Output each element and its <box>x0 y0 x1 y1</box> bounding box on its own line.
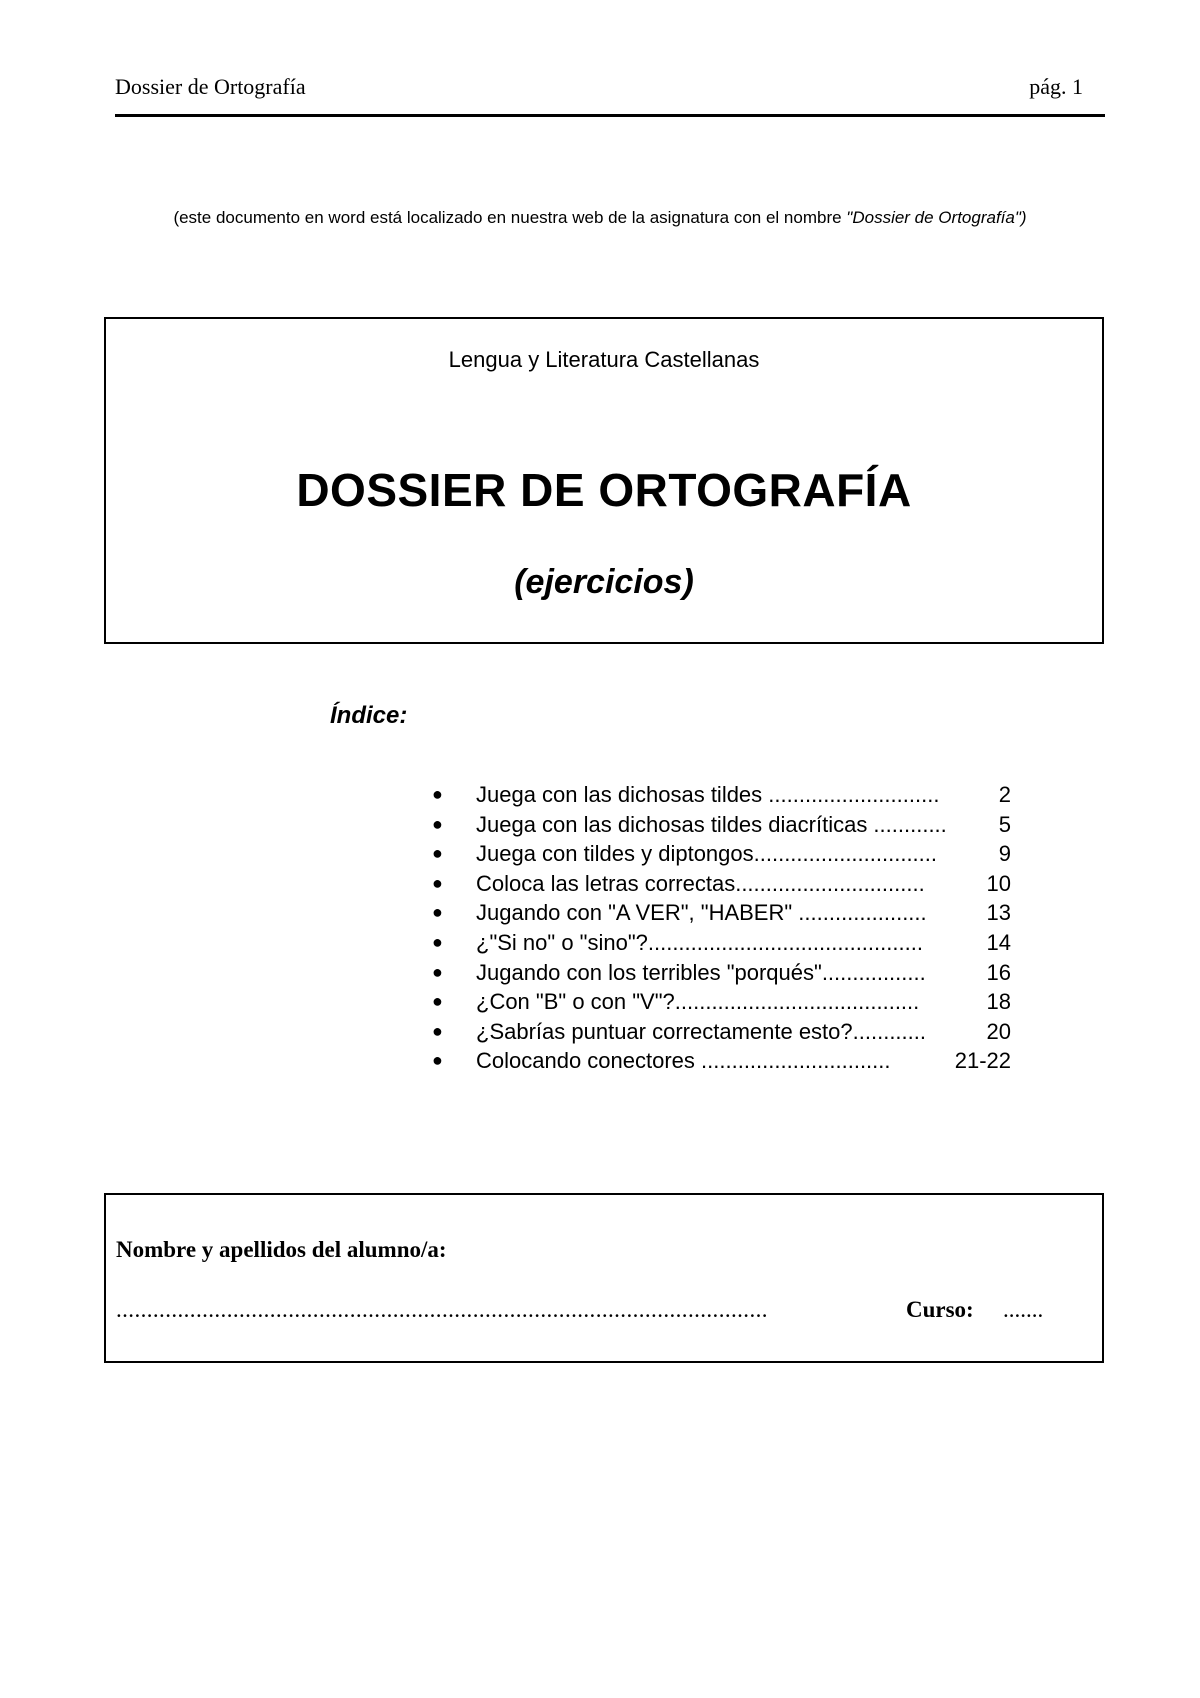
bullet-icon: ● <box>432 991 443 1012</box>
toc-page: 10 <box>986 870 1011 896</box>
page-number: pág. 1 <box>1029 74 1083 99</box>
toc-page: 9 <box>998 841 1011 867</box>
bullet-icon: ● <box>432 902 443 923</box>
toc-page: 18 <box>986 989 1011 1015</box>
toc-label: Colocando conectores ............................... <box>476 1048 891 1074</box>
header-title: Dossier de Ortografía <box>115 74 306 99</box>
toc-label: Jugando con "A VER", "HABER" ..................... <box>476 900 927 926</box>
toc-label: ¿Con "B" o con "V"?........................................ <box>476 989 920 1015</box>
toc-label: Jugando con los terribles "porqués"................. <box>476 959 926 985</box>
bullet-icon: ● <box>432 813 443 834</box>
toc-item <box>432 958 1011 988</box>
toc-label: Juega con tildes y diptongos.............................. <box>476 841 938 867</box>
page-header <box>115 70 1105 117</box>
cover-box <box>104 317 1104 644</box>
student-box <box>104 1193 1104 1363</box>
toc-item <box>432 839 1011 869</box>
toc-page: 14 <box>986 929 1011 955</box>
toc-page: 5 <box>998 811 1011 837</box>
toc-item <box>432 869 1011 899</box>
toc-label: ¿"Si no" o "sino"?............................................. <box>476 929 923 955</box>
main-title: DOSSIER DE ORTOGRAFÍA <box>296 464 912 516</box>
document-note <box>0 208 1200 228</box>
toc-label: Juega con las dichosas tildes ............................ <box>476 782 940 807</box>
bullet-icon: ● <box>432 961 443 982</box>
toc-item <box>432 898 1011 928</box>
note-text: (este documento en word está localizado en nuestra web de la asignatura con el nombre <box>173 208 847 227</box>
toc-label: ¿Sabrías puntuar correctamente esto?............ <box>476 1018 926 1044</box>
toc-item <box>432 928 1011 958</box>
toc-item <box>432 1046 1011 1076</box>
index-heading: Índice: <box>330 702 408 729</box>
toc-page: 20 <box>986 1018 1011 1044</box>
subject-title: Lengua y Literatura Castellanas <box>448 347 760 372</box>
table-of-contents <box>432 780 1011 1076</box>
toc-item <box>432 780 1011 810</box>
toc-label: Juega con las dichosas tildes diacríticas ............ <box>476 811 947 837</box>
name-field[interactable]: .......................................................................................................... <box>116 1297 768 1322</box>
name-label: Nombre y apellidos del alumno/a: <box>116 1237 447 1262</box>
bullet-icon: ● <box>432 931 443 952</box>
bullet-icon: ● <box>432 784 443 804</box>
subtitle: (ejercicios) <box>514 563 694 601</box>
course-field[interactable]: ....... <box>1003 1297 1044 1322</box>
bullet-icon: ● <box>432 1020 443 1041</box>
toc-page: 13 <box>986 900 1011 926</box>
toc-item <box>432 987 1011 1017</box>
bullet-icon: ● <box>432 872 443 893</box>
bullet-icon: ● <box>432 1050 443 1071</box>
toc-page: 16 <box>986 959 1011 985</box>
note-italic: "Dossier de Ortografía") <box>846 208 1027 227</box>
toc-item <box>432 810 1011 840</box>
toc-label: Coloca las letras correctas............................... <box>476 870 925 896</box>
course-label: Curso: <box>906 1297 974 1322</box>
toc-page: 2 <box>998 782 1011 807</box>
toc-page: 21-22 <box>954 1048 1011 1074</box>
toc-item <box>432 1017 1011 1047</box>
bullet-icon: ● <box>432 843 443 864</box>
